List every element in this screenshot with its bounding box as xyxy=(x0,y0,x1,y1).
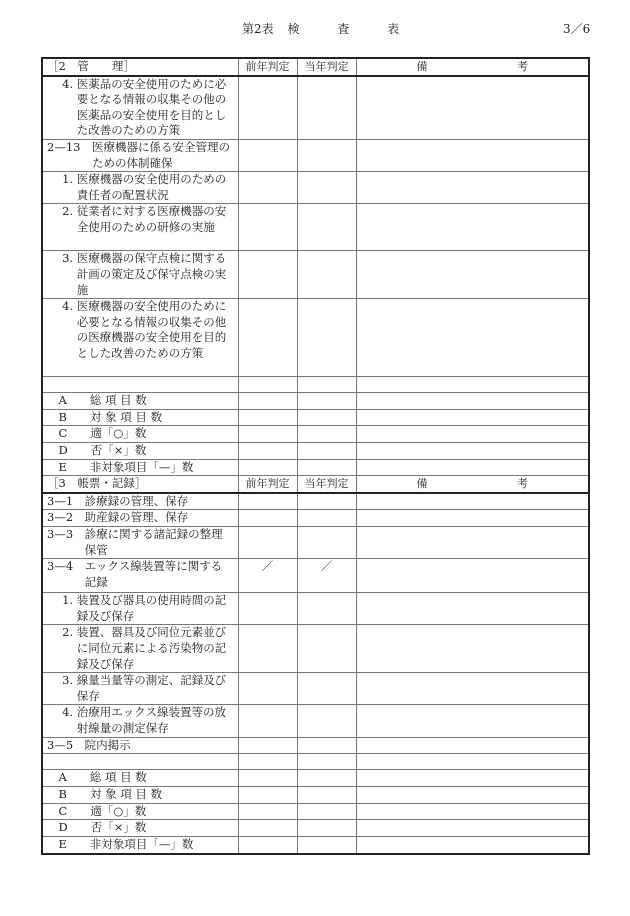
curr-judgment-cell[interactable] xyxy=(297,787,356,804)
remarks-cell[interactable] xyxy=(356,836,589,853)
item-text: 対 象 項 目 数 xyxy=(89,787,163,802)
table-row xyxy=(42,559,589,593)
table-row xyxy=(42,754,589,770)
table-row xyxy=(42,443,589,460)
title-char: 査 xyxy=(337,22,350,36)
item-number: 3—5 xyxy=(47,737,85,752)
prev-judgment-cell[interactable] xyxy=(238,803,297,820)
item-text: 総 項 目 数 xyxy=(89,393,147,408)
remarks-cell[interactable] xyxy=(356,393,589,410)
item-cell xyxy=(42,251,238,299)
item-number: A xyxy=(47,393,90,408)
prev-judgment-cell[interactable] xyxy=(238,459,297,476)
curr-judgment-cell[interactable] xyxy=(297,76,356,140)
item-number: 3—2 xyxy=(47,510,85,525)
curr-judgment-cell[interactable] xyxy=(297,510,356,527)
item-number: 3. xyxy=(47,673,77,688)
curr-judgment-cell[interactable] xyxy=(297,754,356,770)
section-heading: ［2 管 理］ xyxy=(42,58,238,76)
prev-judgment-cell[interactable] xyxy=(238,426,297,443)
item-cell xyxy=(42,459,238,476)
curr-judgment-cell[interactable] xyxy=(297,459,356,476)
item-text: 装置及び器具の使用時間の記録及び保存 xyxy=(76,593,227,623)
table-row xyxy=(42,787,589,804)
section-header-row xyxy=(42,58,589,76)
item-text: 否「×」数 xyxy=(90,443,147,458)
item-cell xyxy=(42,625,238,673)
item-number: 3. xyxy=(47,251,77,266)
prev-judgment-cell[interactable] xyxy=(238,673,297,705)
table-row xyxy=(42,426,589,443)
item-number: B xyxy=(47,787,90,802)
prev-judgment-cell[interactable] xyxy=(238,299,297,377)
table-row xyxy=(42,204,589,251)
item-text: 医療機器の安全使用のための責任者の配置状況 xyxy=(76,172,227,202)
item-text: 助産録の管理、保存 xyxy=(84,510,189,525)
table-row xyxy=(42,705,589,737)
curr-judgment-cell[interactable] xyxy=(297,493,356,510)
table-row xyxy=(42,803,589,820)
remarks-cell[interactable] xyxy=(356,377,589,393)
remarks-cell[interactable] xyxy=(356,204,589,251)
prev-judgment-cell[interactable] xyxy=(238,76,297,140)
item-cell xyxy=(42,377,238,393)
table-row xyxy=(42,409,589,426)
item-text: 診療に関する諸記録の整理保管 xyxy=(84,527,223,557)
item-number: 4. xyxy=(47,76,77,91)
prev-judgment-cell[interactable] xyxy=(238,770,297,787)
remarks-cell[interactable] xyxy=(356,673,589,705)
remarks-cell[interactable] xyxy=(356,527,589,559)
item-text: 非対象項目「—」数 xyxy=(89,836,194,851)
remarks-cell[interactable] xyxy=(356,172,589,204)
prev-judgment-cell[interactable] xyxy=(238,510,297,527)
remarks-cell[interactable] xyxy=(356,76,589,140)
remarks-cell[interactable] xyxy=(356,559,589,593)
curr-judgment-cell[interactable] xyxy=(297,625,356,673)
table-row xyxy=(42,625,589,673)
table-row xyxy=(42,820,589,837)
item-text: 線量当量等の測定、記録及び保存 xyxy=(76,673,227,703)
item-text: 適「○」数 xyxy=(90,426,147,441)
item-number: A xyxy=(47,770,90,785)
prev-judgment-cell[interactable] xyxy=(238,527,297,559)
column-header-curr: 当年判定 xyxy=(297,476,356,493)
item-cell xyxy=(42,493,238,510)
item-cell xyxy=(42,299,238,377)
remarks-cell[interactable] xyxy=(356,820,589,837)
curr-judgment-cell[interactable] xyxy=(297,803,356,820)
item-number: 1. xyxy=(47,172,77,187)
column-header-prev: 前年判定 xyxy=(238,58,297,76)
item-cell xyxy=(42,820,238,837)
curr-judgment-cell[interactable] xyxy=(297,204,356,251)
item-cell xyxy=(42,836,238,853)
prev-judgment-cell[interactable] xyxy=(238,593,297,625)
prev-judgment-cell[interactable] xyxy=(238,625,297,673)
item-text: 総 項 目 数 xyxy=(89,770,147,785)
remarks-cell[interactable] xyxy=(356,251,589,299)
remarks-label: 備 xyxy=(416,60,428,73)
item-cell xyxy=(42,770,238,787)
table-row xyxy=(42,527,589,559)
prev-judgment-cell[interactable] xyxy=(238,140,297,172)
item-number: D xyxy=(47,820,91,835)
remarks-cell[interactable] xyxy=(356,493,589,510)
table-row xyxy=(42,377,589,393)
item-text: 非対象項目「—」数 xyxy=(89,459,194,474)
item-text: 否「×」数 xyxy=(90,820,147,835)
item-cell xyxy=(42,593,238,625)
remarks-cell[interactable] xyxy=(356,140,589,172)
item-number: C xyxy=(47,803,91,818)
curr-judgment-cell[interactable] xyxy=(297,299,356,377)
curr-judgment-cell[interactable] xyxy=(297,820,356,837)
section-header-row xyxy=(42,476,589,493)
item-cell xyxy=(42,140,238,172)
item-cell xyxy=(42,172,238,204)
item-text: 対 象 項 目 数 xyxy=(89,409,163,424)
table-row xyxy=(42,673,589,705)
item-cell xyxy=(42,76,238,140)
item-number: 2—13 xyxy=(47,140,92,155)
section-heading: ［3 帳票・記録］ xyxy=(42,476,238,493)
table-row xyxy=(42,770,589,787)
item-cell xyxy=(42,787,238,804)
remarks-cell[interactable] xyxy=(356,625,589,673)
curr-judgment-cell[interactable] xyxy=(297,443,356,460)
prev-judgment-cell[interactable] xyxy=(238,836,297,853)
curr-judgment-cell[interactable] xyxy=(297,140,356,172)
item-text: 医薬品の安全使用のために必要となる情報の収集その他の医薬品の安全使用を目的とした改善のための方策 xyxy=(76,76,227,138)
remarks-cell[interactable] xyxy=(356,770,589,787)
prev-judgment-cell[interactable] xyxy=(238,204,297,251)
item-text: 装置、器具及び同位元素並びに同位元素による汚染物の記録及び保存 xyxy=(76,625,227,671)
prev-judgment-cell[interactable] xyxy=(238,737,297,754)
item-cell xyxy=(42,204,238,251)
table-row xyxy=(42,140,589,172)
item-text: 医療機器の安全使用のために必要となる情報の収集その他の医療機器の安全使用を目的とした改善のための方策 xyxy=(76,299,227,361)
item-number: 4. xyxy=(47,299,77,314)
item-number: 3—4 xyxy=(47,559,85,574)
curr-judgment-cell[interactable]: ／ xyxy=(297,559,356,593)
item-cell xyxy=(42,393,238,410)
remarks-label: 考 xyxy=(517,60,528,73)
item-text: 診療録の管理、保存 xyxy=(84,493,189,508)
item-text: 治療用エックス線装置等の放射線量の測定保存 xyxy=(76,705,226,735)
prev-judgment-cell[interactable] xyxy=(238,377,297,393)
table-row xyxy=(42,172,589,204)
item-cell xyxy=(42,737,238,754)
table-row xyxy=(42,76,589,140)
item-cell xyxy=(42,559,238,593)
item-cell xyxy=(42,510,238,527)
curr-judgment-cell[interactable] xyxy=(297,593,356,625)
document-title xyxy=(242,20,399,37)
prev-judgment-cell[interactable]: ／ xyxy=(238,559,297,593)
table-row xyxy=(42,836,589,853)
item-number: 1. xyxy=(47,593,77,608)
item-number: C xyxy=(47,426,91,441)
remarks-cell[interactable] xyxy=(356,510,589,527)
column-header-curr: 当年判定 xyxy=(297,58,356,76)
prev-judgment-cell[interactable] xyxy=(238,251,297,299)
curr-judgment-cell[interactable] xyxy=(297,172,356,204)
item-cell xyxy=(42,443,238,460)
prev-judgment-cell[interactable] xyxy=(238,393,297,410)
table-row xyxy=(42,493,589,510)
remarks-label: 備 xyxy=(416,477,428,491)
curr-judgment-cell[interactable] xyxy=(297,673,356,705)
item-text: 院内掲示 xyxy=(84,737,131,752)
curr-judgment-cell[interactable] xyxy=(297,426,356,443)
prev-judgment-cell[interactable] xyxy=(238,172,297,204)
table-row xyxy=(42,299,589,377)
remarks-cell[interactable] xyxy=(356,409,589,426)
item-number: E xyxy=(47,836,90,851)
column-header-remarks xyxy=(356,58,589,76)
item-number: D xyxy=(47,443,91,458)
remarks-cell[interactable] xyxy=(356,737,589,754)
item-number: 3—1 xyxy=(47,493,85,508)
table-row xyxy=(42,393,589,410)
title-char: 検 xyxy=(287,22,300,36)
curr-judgment-cell[interactable] xyxy=(297,737,356,754)
curr-judgment-cell[interactable] xyxy=(297,705,356,737)
item-cell xyxy=(42,705,238,737)
prev-judgment-cell[interactable] xyxy=(238,443,297,460)
item-cell xyxy=(42,673,238,705)
remarks-cell[interactable] xyxy=(356,426,589,443)
item-number: 2. xyxy=(47,625,77,640)
item-cell xyxy=(42,409,238,426)
remarks-cell[interactable] xyxy=(356,299,589,377)
remarks-cell[interactable] xyxy=(356,443,589,460)
item-text: 医療機器の保守点検に関する計画の策定及び保守点検の実施 xyxy=(76,251,227,297)
item-cell xyxy=(42,426,238,443)
remarks-cell[interactable] xyxy=(356,705,589,737)
table-row xyxy=(42,251,589,299)
item-number: E xyxy=(47,459,90,474)
prev-judgment-cell[interactable] xyxy=(238,705,297,737)
table-row xyxy=(42,459,589,476)
curr-judgment-cell[interactable] xyxy=(297,527,356,559)
item-number: B xyxy=(47,409,90,424)
item-text: 医療機器に係る安全管理のための体制確保 xyxy=(91,140,230,170)
page-number: 3／6 xyxy=(563,22,591,36)
curr-judgment-cell[interactable] xyxy=(297,377,356,393)
remarks-cell[interactable] xyxy=(356,754,589,770)
item-number: 4. xyxy=(47,705,77,720)
item-text: 従業者に対する医療機器の安全使用のための研修の実施 xyxy=(76,204,227,235)
item-number: 3—3 xyxy=(47,527,85,541)
prev-judgment-cell[interactable] xyxy=(238,820,297,837)
remarks-cell[interactable] xyxy=(356,803,589,820)
item-cell xyxy=(42,527,238,559)
prev-judgment-cell[interactable] xyxy=(238,787,297,804)
table-row xyxy=(42,510,589,527)
remarks-label: 考 xyxy=(517,477,528,491)
title-char: 表 xyxy=(387,22,400,36)
item-text: 適「○」数 xyxy=(90,803,147,818)
table-row xyxy=(42,737,589,754)
remarks-cell[interactable] xyxy=(356,787,589,804)
inspection-table xyxy=(41,57,590,855)
remarks-cell[interactable] xyxy=(356,459,589,476)
title-table-number: 第2表 xyxy=(242,22,274,36)
table-row xyxy=(42,593,589,625)
prev-judgment-cell[interactable] xyxy=(238,409,297,426)
curr-judgment-cell[interactable] xyxy=(297,251,356,299)
item-cell xyxy=(42,754,238,770)
column-header-remarks xyxy=(356,476,589,493)
remarks-cell[interactable] xyxy=(356,593,589,625)
item-cell xyxy=(42,803,238,820)
curr-judgment-cell[interactable] xyxy=(297,770,356,787)
prev-judgment-cell[interactable] xyxy=(238,754,297,770)
curr-judgment-cell[interactable] xyxy=(297,393,356,410)
item-text: エックス線装置等に関する記録 xyxy=(84,559,223,589)
column-header-prev: 前年判定 xyxy=(238,476,297,493)
curr-judgment-cell[interactable] xyxy=(297,409,356,426)
curr-judgment-cell[interactable] xyxy=(297,836,356,853)
prev-judgment-cell[interactable] xyxy=(238,493,297,510)
item-number: 2. xyxy=(47,204,77,219)
